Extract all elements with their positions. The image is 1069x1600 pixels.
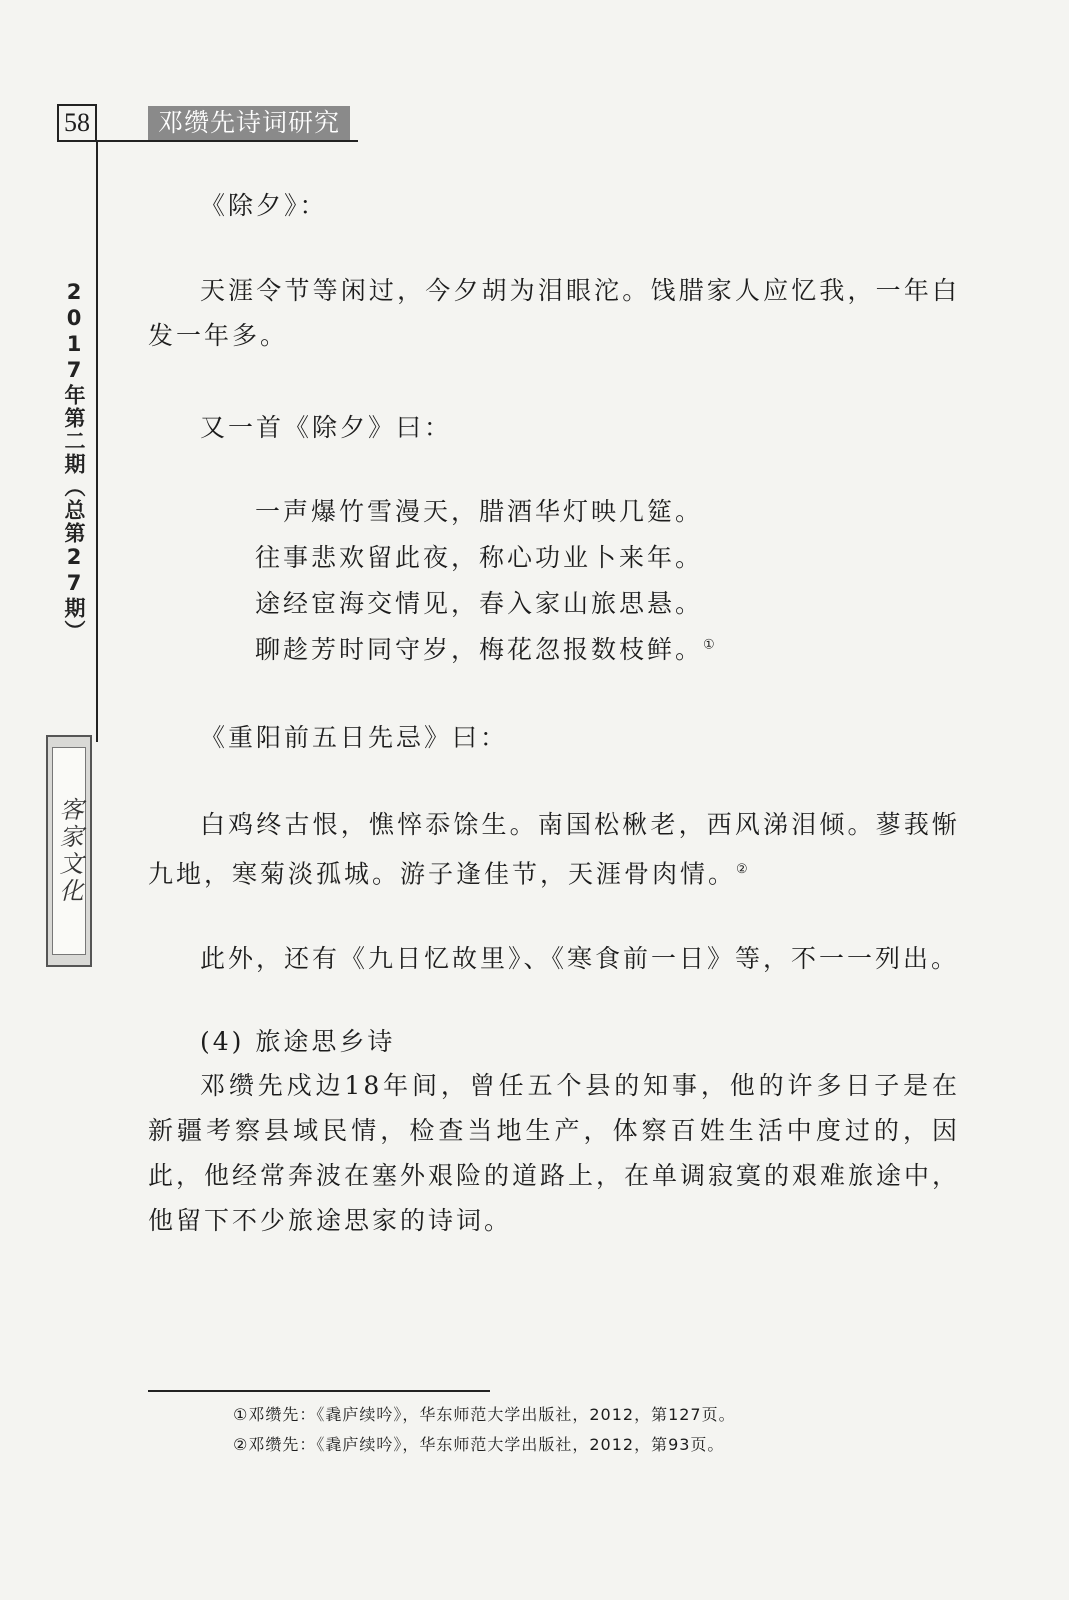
poem-chuxi: 天涯令节等闲过，今夕胡为泪眼沱。饯腊家人应忆我，一年白发一年多。 — [148, 276, 960, 350]
footnote-rule — [148, 1390, 490, 1392]
poem-line-2: 往事悲欢留此夜，称心功业卜来年。 — [255, 543, 704, 572]
journal-seal — [46, 735, 92, 967]
heading-chuxi-second: 又一首《除夕》曰： — [200, 413, 453, 442]
page-number: 58 — [57, 104, 97, 142]
poem-chongyang — [148, 802, 960, 896]
issue-info: 2017年第二期（总第27期） — [62, 280, 86, 643]
footnote-2: ②邓缵先：《毳庐续吟》，华东师范大学出版社，2012，第93页。 — [233, 1435, 725, 1454]
poem-line-3: 途经宦海交情见，春入家山旅思悬。 — [255, 589, 704, 618]
header-rule — [96, 140, 358, 142]
section-heading: (4) 旅途思乡诗 — [200, 1027, 396, 1056]
poem-line-4 — [255, 630, 715, 666]
footnote-ref-2: ② — [736, 862, 748, 877]
journal-seal-text: 客家文化 — [52, 747, 86, 955]
footnote-ref-1: ① — [703, 637, 715, 653]
poem-line-1: 一声爆竹雪漫天，腊酒华灯映几筵。 — [255, 497, 704, 526]
para-others: 此外，还有《九日忆故里》、《寒食前一日》等，不一一列出。 — [200, 944, 960, 973]
para-travel: 邓缵先戍边18年间，曾任五个县的知事，他的许多日子是在新疆考察县域民情，检查当地生产，体察百姓生活中度过的，因此，他经常奔波在塞外艰险的道路上，在单调寂寞的艰难旅途中，他留下不少旅途思家的诗词。 — [148, 1071, 961, 1235]
footnote-1: ①邓缵先：《毳庐续吟》，华东师范大学出版社，2012，第127页。 — [233, 1405, 736, 1424]
running-title: 邓缵先诗词研究 — [148, 106, 350, 140]
heading-chongyang: 《重阳前五日先忌》曰： — [200, 723, 509, 752]
poem-line-4-text: 聊趁芳时同守岁，梅花忽报数枝鲜。 — [255, 635, 704, 664]
poem-chongyang-text: 白鸡终古恨，憔悴忝馀生。南国松楸老，西风涕泪倾。蓼莪惭九地，寒菊淡孤城。游子逢佳节，天涯骨肉情。 — [148, 810, 960, 889]
heading-chuxi: 《除夕》： — [200, 191, 328, 220]
margin-rule — [96, 142, 98, 742]
